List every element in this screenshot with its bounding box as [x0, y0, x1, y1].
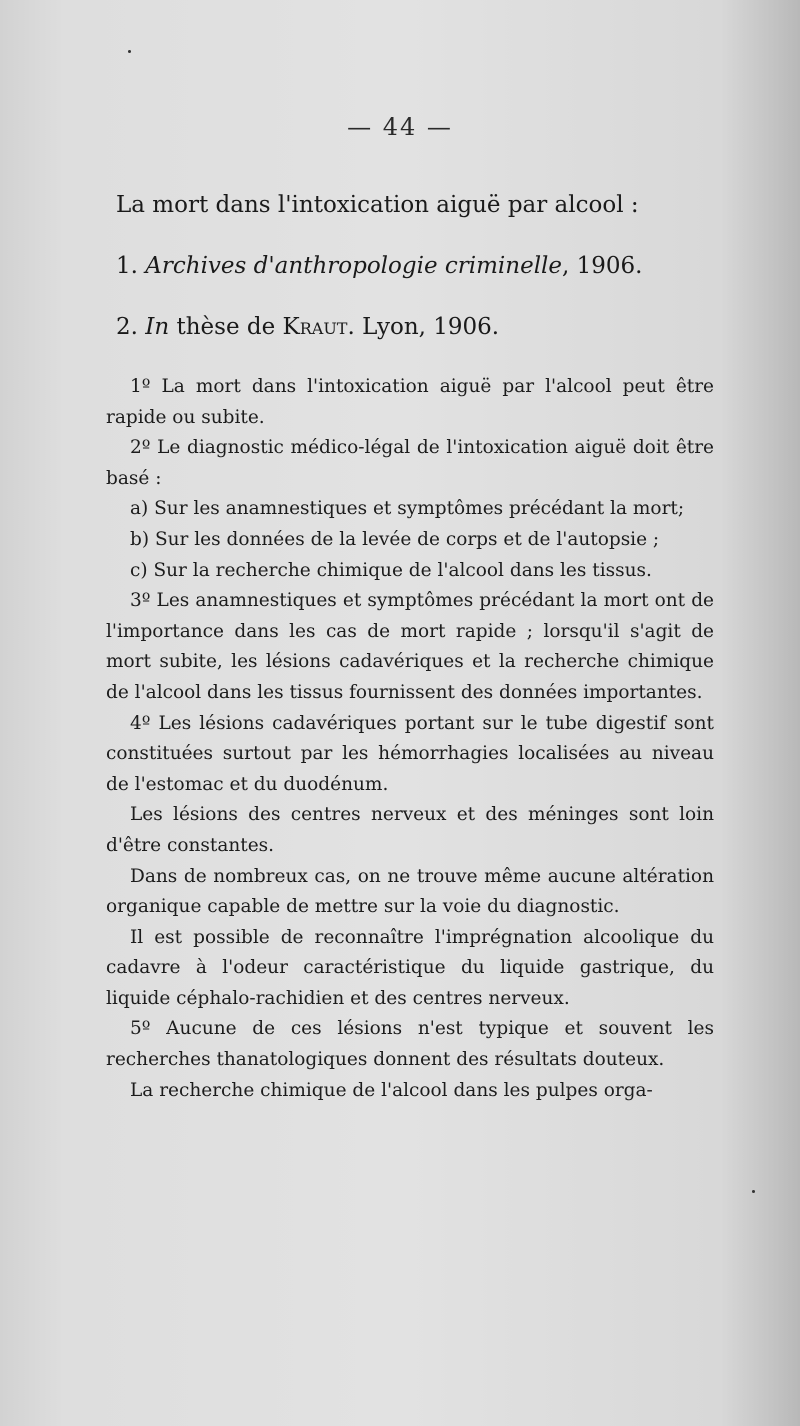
- speck-mark: [128, 50, 131, 53]
- page-number: — 44 —: [347, 113, 453, 141]
- speck-mark: [752, 1190, 755, 1193]
- footnote-1-title: Archives d'anthropologie criminelle: [145, 253, 563, 279]
- paragraph-no-alteration: Dans de nombreux cas, on ne trouve même aucune altération organique capable de mettre sur la voie du diagnostic.: [106, 865, 714, 918]
- body-text: [106, 372, 714, 1106]
- paragraph-odour: Il est possible de reconnaître l'imprégnation alcoolique du cadavre à l'odeur caractéristique du liquide gastrique, du liquide céphalo-rachidien et des centres nerveux.: [106, 926, 714, 1009]
- footnote-2-author: Kraut: [282, 314, 348, 340]
- footnote-1: [116, 253, 716, 279]
- paragraph-item-c: c) Sur la recherche chimique de l'alcool dans les tissus.: [130, 559, 652, 581]
- paragraph-item-b: b) Sur les données de la levée de corps et de l'autopsie ;: [130, 528, 660, 550]
- paragraph-conclusion-1: 1º La mort dans l'intoxication aiguë par l'alcool peut être rapide ou subite.: [106, 376, 714, 428]
- footnote-2-pre: thèse de: [169, 314, 283, 340]
- footnote-2-rest: . Lyon, 1906.: [347, 314, 500, 340]
- footnote-1-number: 1.: [116, 253, 138, 279]
- paragraph-chemical-research: La recherche chimique de l'alcool dans les pulpes orga-: [130, 1079, 653, 1101]
- paragraph-item-a: a) Sur les anamnestiques et symptômes précédant la mort;: [130, 498, 685, 520]
- footnote-2-in: In: [145, 314, 170, 340]
- paragraph-conclusion-4: 4º Les lésions cadavériques portant sur le tube digestif sont constituées surtout par les hémorrhagies localisées au niveau de l'estomac et du duodénum.: [106, 712, 714, 795]
- footnote-heading: La mort dans l'intoxication aiguë par alcool :: [116, 192, 639, 218]
- footnote-2-number: 2.: [116, 314, 138, 340]
- paragraph-conclusion-3: 3º Les anamnestiques et symptômes précédant la mort ont de l'importance dans les cas de mort rapide ; lorsqu'il s'agit de mort subite, les lésions cadavériques et la recherche chimique de l'alcool dans les tissus fournissent des données importantes.: [106, 590, 714, 703]
- footnote-1-rest: , 1906.: [562, 253, 643, 279]
- paragraph-conclusion-2: 2º Le diagnostic médico-légal de l'intoxication aiguë doit être basé :: [106, 437, 714, 489]
- paragraph-conclusion-5: 5º Aucune de ces lésions n'est typique et souvent les recherches thanatologiques donnent des résultats douteux.: [106, 1018, 714, 1071]
- footnote-2: [116, 314, 716, 340]
- paragraph-nervous-centres: Les lésions des centres nerveux et des méninges sont loin d'être constantes.: [106, 804, 714, 856]
